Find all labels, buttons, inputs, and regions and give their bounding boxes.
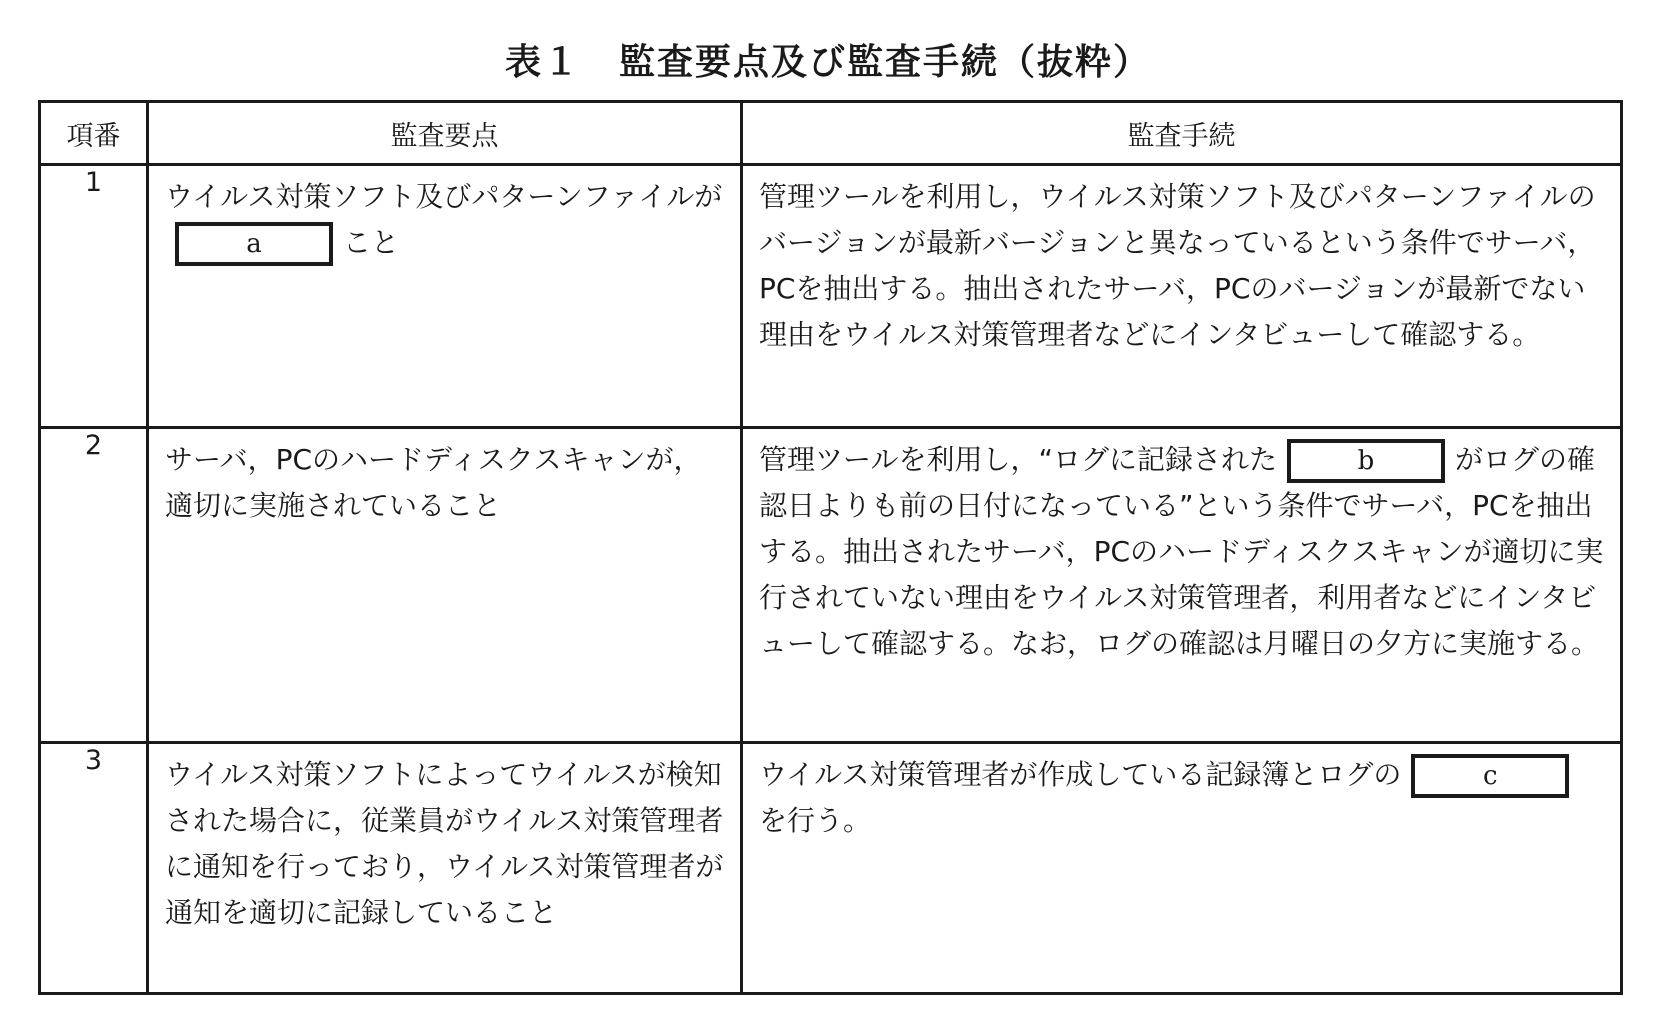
audit-table (38, 100, 1623, 995)
audit-procedure-cell (742, 165, 1622, 428)
audit-point-text: ウイルス対策ソフト及びパターンファイルが (165, 180, 723, 213)
audit-procedure-text-tail: を行う。 (759, 804, 872, 837)
blank-box-c: c (1411, 754, 1569, 798)
audit-procedure-cell (742, 743, 1622, 994)
header-row (40, 102, 1622, 165)
item-number: 2 (40, 428, 148, 743)
audit-procedure-text: 管理ツールを利用し，“ログに記録された (759, 443, 1277, 476)
header-item-no: 項番 (40, 102, 148, 165)
audit-point-text: サーバ，PCのハードディスクスキャンが，適切に実施されていること (165, 443, 702, 522)
audit-point-cell (148, 428, 742, 743)
audit-procedure-cell (742, 428, 1622, 743)
audit-point-text-tail: こと (343, 226, 400, 259)
audit-procedure-text: 管理ツールを利用し，ウイルス対策ソフト及びパターンファイルのバージョンが最新バージョンと異なっているという条件でサーバ，PCを抽出する。抽出されたサーバ，PCのバージョンが最新でない理由をウイルス対策管理者などにインタビューして確認する。 (759, 180, 1596, 351)
blank-box-b: b (1287, 439, 1445, 483)
header-audit-point: 監査要点 (148, 102, 742, 165)
table-row (40, 165, 1622, 428)
audit-procedure-text-tail: がログの確認日よりも前の日付になっている”という条件でサーバ，PCを抽出する。抽出されたサーバ，PCのハードディスクスキャンが適切に実行されていない理由をウイルス対策管理者，利用者などにインタビューして確認する。なお，ログの確認は月曜日の夕方に実施する。 (759, 443, 1604, 660)
table-row (40, 428, 1622, 743)
audit-point-cell (148, 743, 742, 994)
table-row (40, 743, 1622, 994)
item-number: 3 (40, 743, 148, 994)
audit-point-cell (148, 165, 742, 428)
audit-point-text: ウイルス対策ソフトによってウイルスが検知された場合に，従業員がウイルス対策管理者に通知を行っており，ウイルス対策管理者が通知を適切に記録していること (165, 758, 724, 929)
table-title: 表１ 監査要点及び監査手続（抜粋） (504, 42, 1151, 83)
header-audit-procedure: 監査手続 (742, 102, 1622, 165)
audit-procedure-text: ウイルス対策管理者が作成している記録簿とログの (759, 758, 1402, 791)
item-number: 1 (40, 165, 148, 428)
blank-box-a: a (175, 222, 333, 266)
